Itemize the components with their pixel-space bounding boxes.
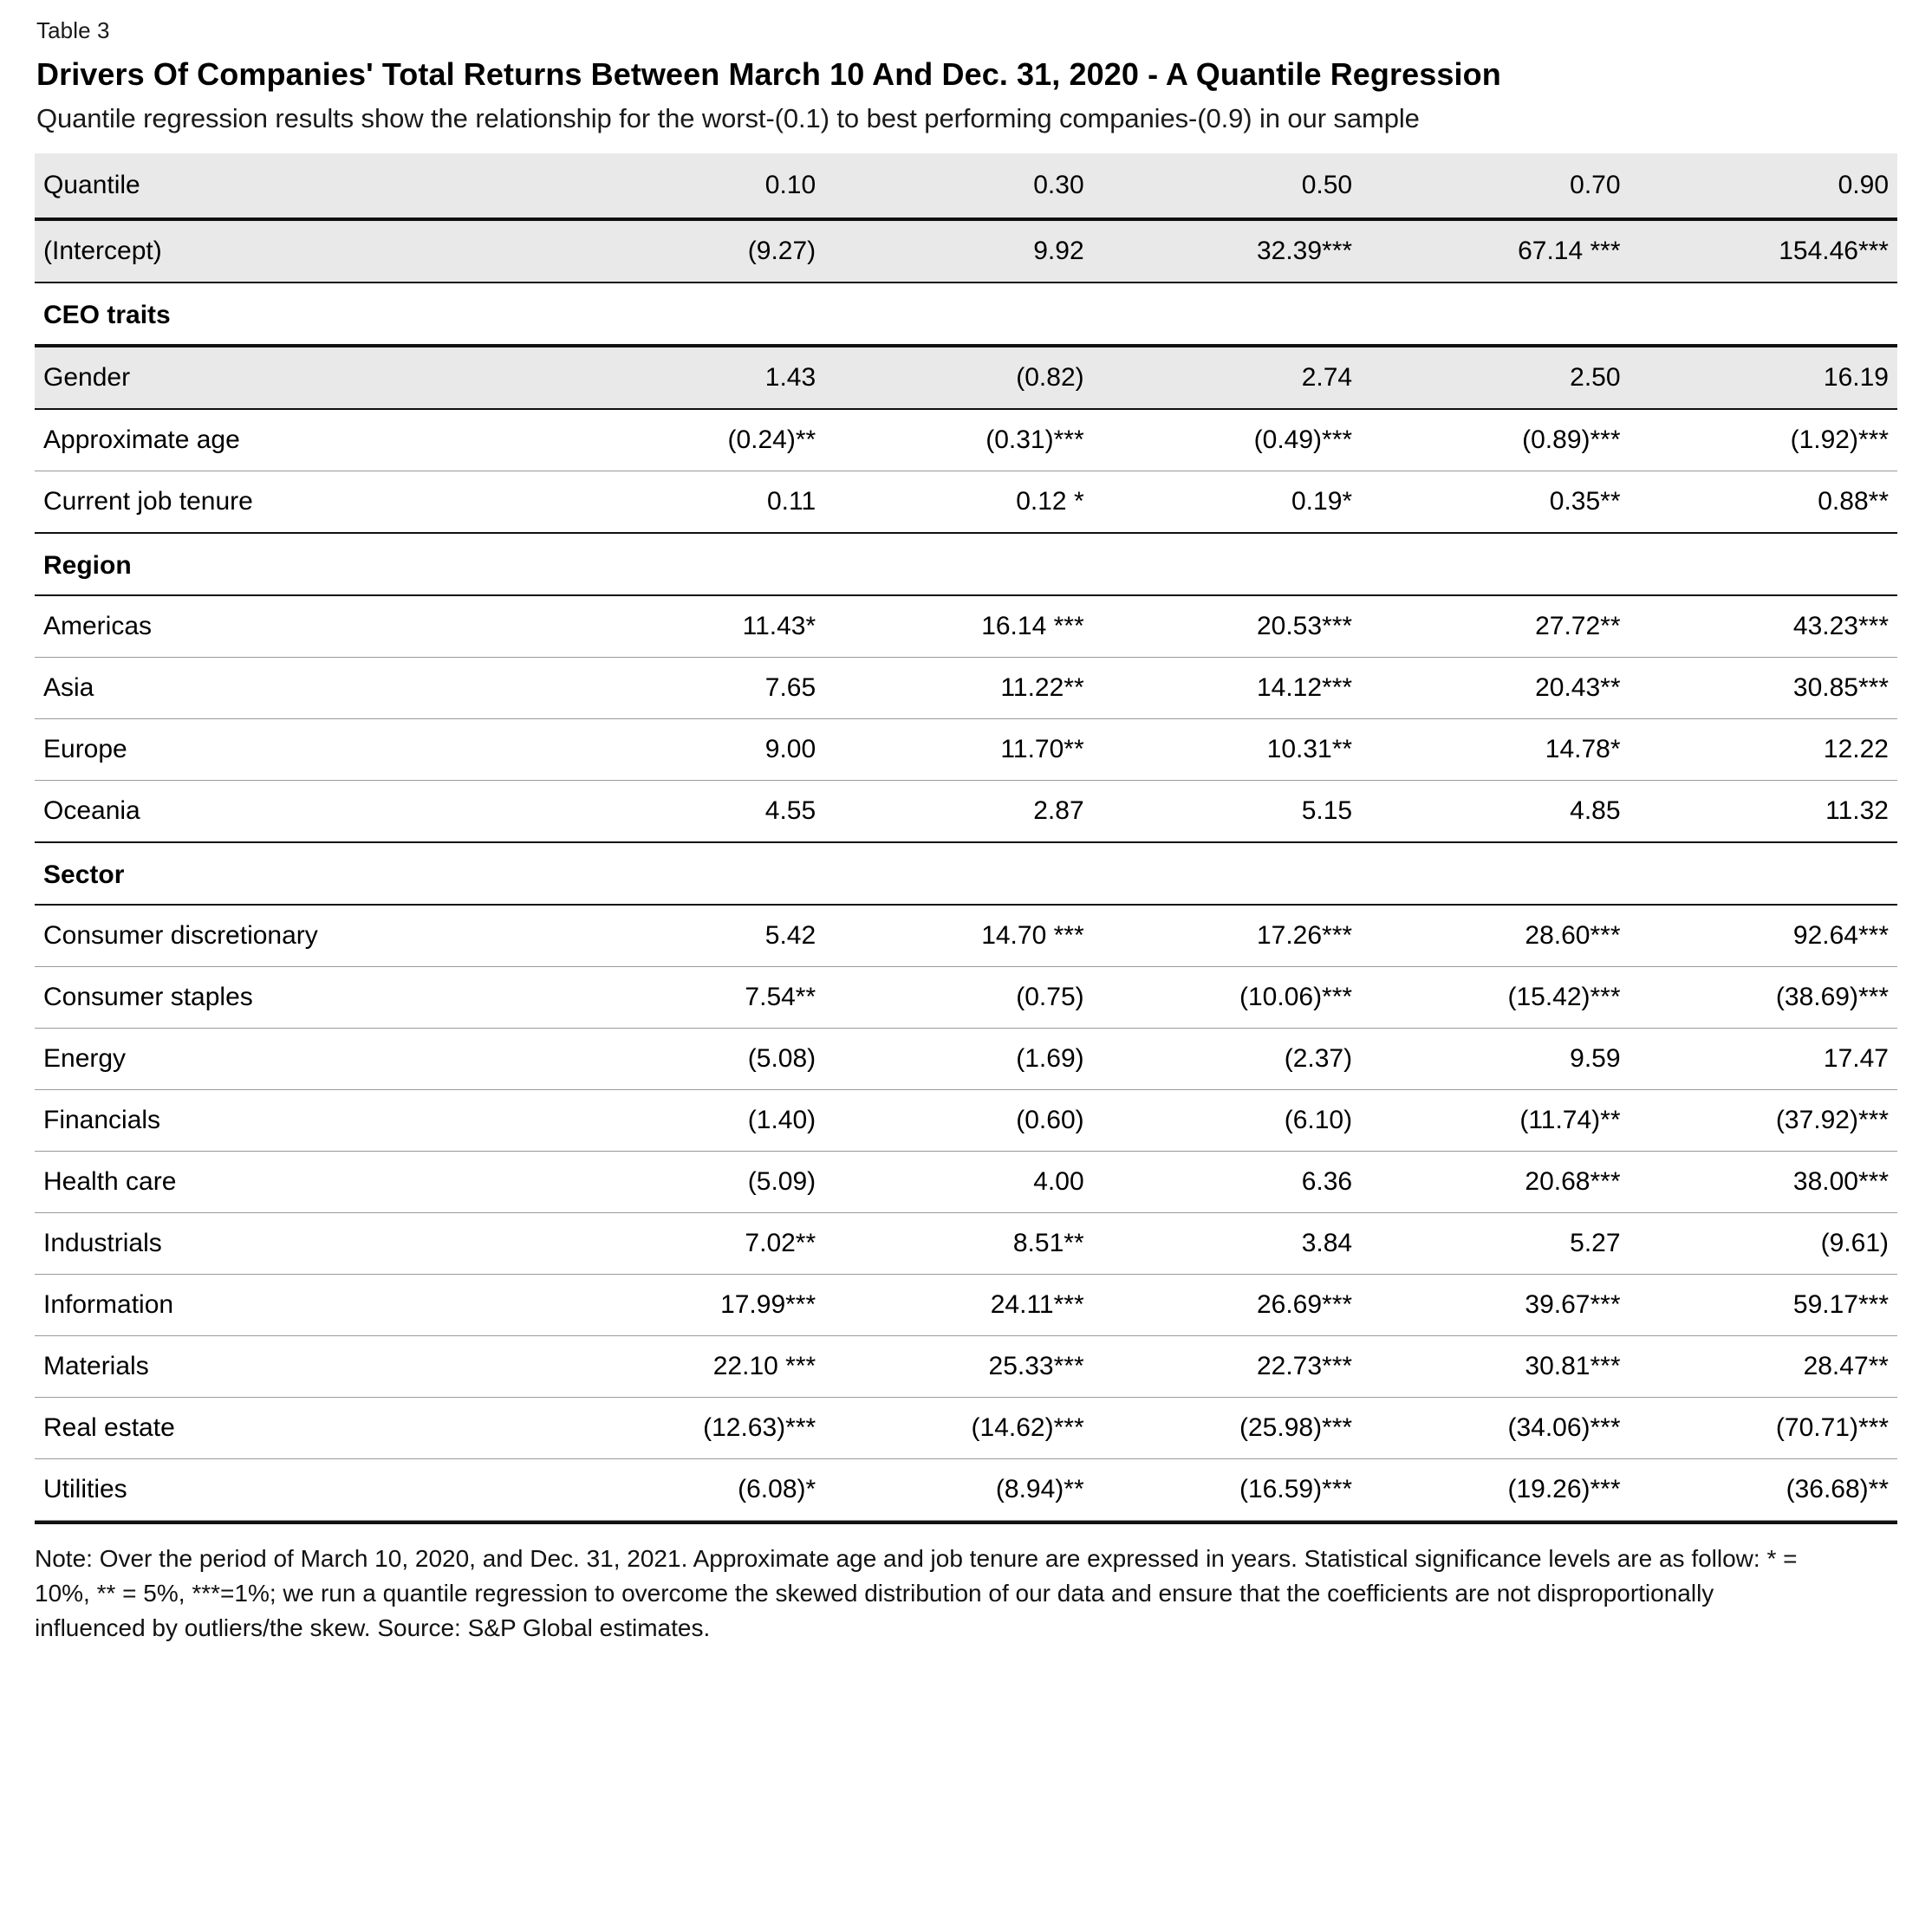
row-label: Consumer discretionary <box>43 921 318 950</box>
group-label: Sector <box>35 842 556 905</box>
row-value: 16.19 <box>1823 363 1889 392</box>
row-value: 11.70** <box>1000 735 1084 763</box>
row-value: 20.43** <box>1535 673 1621 702</box>
table-row <box>35 905 1897 967</box>
page-title: Drivers Of Companies' Total Returns Between March 10 And Dec. 31, 2020 - A Quantile Regression <box>36 56 1501 92</box>
row-value: (0.31)*** <box>986 425 1084 454</box>
row-value: (14.62)*** <box>971 1413 1084 1442</box>
row-value: (9.61) <box>1820 1229 1889 1257</box>
row-value: 14.78* <box>1545 735 1621 763</box>
row-label: Energy <box>43 1044 127 1073</box>
row-value: (19.26)*** <box>1507 1475 1621 1503</box>
row-value: 9.00 <box>764 735 816 763</box>
column-header-0-90: 0.90 <box>1838 171 1889 199</box>
row-value: 0.88** <box>1818 487 1889 516</box>
row-value: 20.68*** <box>1525 1167 1621 1196</box>
row-value: (2.37) <box>1284 1044 1353 1073</box>
group-empty-cell <box>556 533 824 595</box>
row-value: (12.63)*** <box>703 1413 816 1442</box>
row-value: 6.36 <box>1301 1167 1353 1196</box>
row-value: 14.70 *** <box>981 921 1084 950</box>
row-label: Gender <box>43 363 131 392</box>
row-value: (38.69)*** <box>1775 983 1889 1011</box>
group-empty-cell <box>824 842 1092 905</box>
row-value: 5.42 <box>764 921 816 950</box>
column-header-0-50: 0.50 <box>1301 171 1353 199</box>
group-label: CEO traits <box>35 282 556 346</box>
row-value: (0.82) <box>1016 363 1084 392</box>
row-label: Information <box>43 1290 174 1319</box>
row-value: 0.19* <box>1291 487 1353 516</box>
row-value: 4.55 <box>764 796 816 825</box>
table-body <box>35 219 1897 1521</box>
row-value: 2.50 <box>1570 363 1621 392</box>
table-row <box>35 781 1897 843</box>
row-value: 30.81*** <box>1525 1352 1621 1380</box>
row-value: 5.27 <box>1570 1229 1621 1257</box>
group-empty-cell <box>1361 842 1629 905</box>
row-value: 22.73*** <box>1256 1352 1353 1380</box>
row-value: (6.10) <box>1284 1106 1353 1134</box>
row-label: Health care <box>43 1167 177 1196</box>
row-value: (0.89)*** <box>1522 425 1621 454</box>
row-value: (70.71)*** <box>1775 1413 1889 1442</box>
table-row <box>35 1029 1897 1090</box>
row-value: 17.47 <box>1823 1044 1889 1073</box>
row-value: 5.15 <box>1301 796 1353 825</box>
table-row <box>35 1398 1897 1459</box>
row-label: Oceania <box>43 796 140 825</box>
row-value: (15.42)*** <box>1507 983 1621 1011</box>
row-value: (36.68)** <box>1786 1475 1889 1503</box>
group-empty-cell <box>1093 533 1361 595</box>
row-value: 22.10 *** <box>712 1352 816 1380</box>
row-label: Utilities <box>43 1475 127 1503</box>
table-row <box>35 409 1897 471</box>
row-value: (37.92)*** <box>1775 1106 1889 1134</box>
table-row <box>35 219 1897 282</box>
table-header-row <box>35 153 1897 219</box>
row-value: 30.85*** <box>1792 673 1889 702</box>
row-label: Financials <box>43 1106 161 1134</box>
group-empty-cell <box>1630 842 1897 905</box>
row-value: 20.53*** <box>1256 612 1353 640</box>
row-value: 11.32 <box>1825 796 1889 825</box>
row-value: 8.51** <box>1012 1229 1084 1257</box>
row-value: 26.69*** <box>1256 1290 1353 1319</box>
table-subtitle: Quantile regression results show the relationship for the worst-(0.1) to best performing companies-(0.9) in our sample <box>36 103 1420 133</box>
row-value: 25.33*** <box>988 1352 1084 1380</box>
table-note: Note: Over the period of March 10, 2020, and Dec. 31, 2021. Approximate age and job tenure are expressed in years. Statistical significance levels are as follow: * = 10%, ** = 5%, ***=1%; we run a quantile regression to overcome the skewed distribution of our data and ensure that the coefficients are not disproportionally influenced by outliers/the skew. Source: S&P Global estimates. <box>35 1545 1798 1641</box>
group-empty-cell <box>1093 282 1361 346</box>
row-label: (Intercept) <box>43 237 162 265</box>
row-value: 38.00*** <box>1792 1167 1889 1196</box>
table-row <box>35 346 1897 409</box>
table-row <box>35 1152 1897 1213</box>
table-row <box>35 1090 1897 1152</box>
row-value: (25.98)*** <box>1239 1413 1353 1442</box>
table-row <box>35 1459 1897 1521</box>
row-value: 154.46*** <box>1779 237 1889 265</box>
row-value: (0.75) <box>1016 983 1084 1011</box>
table-header <box>35 153 1897 219</box>
row-value: (1.92)*** <box>1790 425 1889 454</box>
row-value: (1.40) <box>747 1106 816 1134</box>
group-empty-cell <box>1093 842 1361 905</box>
row-value: 0.12 * <box>1016 487 1084 516</box>
row-value: (10.06)*** <box>1239 983 1353 1011</box>
row-value: 28.60*** <box>1525 921 1621 950</box>
row-value: (0.49)*** <box>1253 425 1353 454</box>
row-value: 67.14 *** <box>1518 237 1621 265</box>
row-label: Americas <box>43 612 153 640</box>
row-label: Asia <box>43 673 94 702</box>
row-value: 4.00 <box>1033 1167 1084 1196</box>
row-value: 3.84 <box>1301 1229 1353 1257</box>
group-empty-cell <box>556 282 824 346</box>
row-value: (9.27) <box>747 237 816 265</box>
table-row <box>35 1336 1897 1398</box>
row-label: Consumer staples <box>43 983 253 1011</box>
table-label: Table 3 <box>36 17 110 43</box>
row-label: Materials <box>43 1352 149 1380</box>
row-value: 43.23*** <box>1792 612 1889 640</box>
group-label: Region <box>35 533 556 595</box>
row-value: 17.99*** <box>720 1290 816 1319</box>
row-value: (0.24)** <box>727 425 816 454</box>
table-group-row <box>35 842 1897 905</box>
row-value: 24.11*** <box>990 1290 1084 1319</box>
row-value: 16.14 *** <box>981 612 1084 640</box>
group-empty-cell <box>1630 282 1897 346</box>
row-value: 9.92 <box>1033 237 1084 265</box>
group-empty-cell <box>824 282 1092 346</box>
row-value: 7.65 <box>764 673 816 702</box>
table-row <box>35 471 1897 534</box>
table-row <box>35 1275 1897 1336</box>
row-label: Current job tenure <box>43 487 253 516</box>
table-bottom-rule <box>35 1521 1897 1524</box>
row-value: 7.02** <box>745 1229 816 1257</box>
row-label: Approximate age <box>43 425 240 454</box>
row-value: 7.54** <box>745 983 816 1011</box>
column-header-0-30: 0.30 <box>1033 171 1084 199</box>
row-value: 32.39*** <box>1256 237 1353 265</box>
quantile-regression-table <box>35 153 1897 1521</box>
row-value: 2.74 <box>1301 363 1353 392</box>
row-value: (5.08) <box>747 1044 816 1073</box>
row-value: (0.60) <box>1016 1106 1084 1134</box>
row-value: 11.43* <box>742 612 816 640</box>
row-value: (6.08)* <box>738 1475 816 1503</box>
row-label: Industrials <box>43 1229 162 1257</box>
row-value: 1.43 <box>764 363 816 392</box>
table-row <box>35 658 1897 719</box>
row-value: (16.59)*** <box>1239 1475 1353 1503</box>
row-value: 10.31** <box>1266 735 1353 763</box>
table-row <box>35 1213 1897 1275</box>
row-value: 28.47** <box>1803 1352 1889 1380</box>
row-value: 0.11 <box>767 487 816 516</box>
row-value: 39.67*** <box>1525 1290 1621 1319</box>
column-header-quantile: Quantile <box>43 171 140 199</box>
row-value: (34.06)*** <box>1507 1413 1621 1442</box>
column-header-0-70: 0.70 <box>1570 171 1621 199</box>
row-value: 27.72** <box>1535 612 1621 640</box>
row-value: 92.64*** <box>1792 921 1889 950</box>
table-row <box>35 967 1897 1029</box>
row-value: 17.26*** <box>1256 921 1353 950</box>
row-label: Real estate <box>43 1413 175 1442</box>
group-empty-cell <box>824 533 1092 595</box>
row-value: 0.35** <box>1549 487 1621 516</box>
table-group-row <box>35 533 1897 595</box>
group-empty-cell <box>556 842 824 905</box>
group-empty-cell <box>1630 533 1897 595</box>
group-empty-cell <box>1361 282 1629 346</box>
row-value: (8.94)** <box>995 1475 1084 1503</box>
row-value: (5.09) <box>747 1167 816 1196</box>
row-value: (11.74)** <box>1519 1106 1621 1134</box>
row-value: 14.12*** <box>1256 673 1353 702</box>
column-header-0-10: 0.10 <box>764 171 816 199</box>
row-value: 11.22** <box>1000 673 1084 702</box>
table-group-row <box>35 282 1897 346</box>
row-value: 9.59 <box>1570 1044 1621 1073</box>
row-value: 4.85 <box>1570 796 1621 825</box>
table-row <box>35 595 1897 658</box>
table-row <box>35 719 1897 781</box>
row-value: 12.22 <box>1823 735 1889 763</box>
row-value: (1.69) <box>1016 1044 1084 1073</box>
group-empty-cell <box>1361 533 1629 595</box>
row-value: 59.17*** <box>1792 1290 1889 1319</box>
row-label: Europe <box>43 735 127 763</box>
row-value: 2.87 <box>1033 796 1084 825</box>
